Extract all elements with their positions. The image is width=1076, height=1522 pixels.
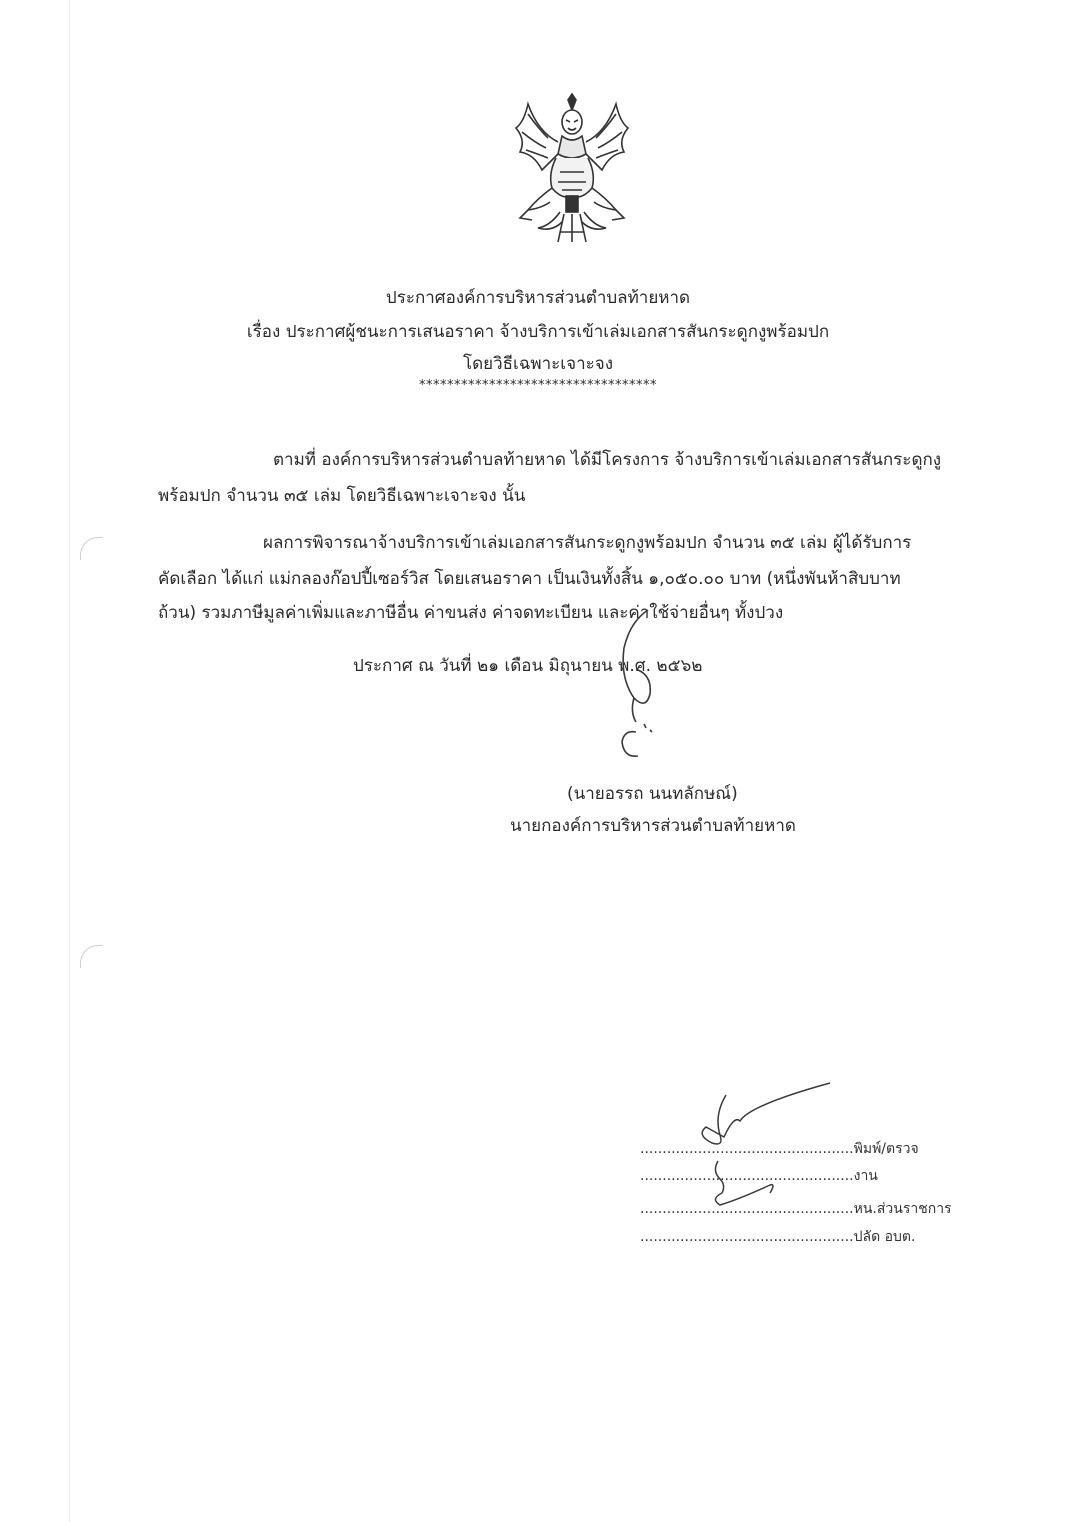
- paragraph-2-line-2: คัดเลือก ได้แก่ แม่กลองก๊อปปี้เซอร์วิส โดยเสนอราคา เป็นเงินทั้งสิ้น ๑,๐๕๐.๐๐ บาท (หนึ่งพันห้าสิบบาท: [158, 569, 901, 589]
- signoff-row: [640, 1226, 915, 1248]
- procurement-method: โดยวิธีเฉพาะเจาะจง: [462, 354, 614, 374]
- left-edge-line: [69, 0, 70, 1522]
- garuda-emblem: [498, 92, 646, 244]
- punch-hole-mark: [80, 537, 103, 560]
- announcement-title: ประกาศองค์การบริหารส่วนตำบลท้ายหาด: [385, 288, 691, 308]
- signoff-dots: ................................................: [640, 1141, 854, 1157]
- signatory-name: (นายอรรถ นนทลักษณ์): [567, 784, 738, 804]
- signoff-dots: ................................................: [640, 1168, 854, 1184]
- separator-line: **********************************: [419, 378, 657, 393]
- paragraph-2-line-1: ผลการพิจารณาจ้างบริการเข้าเล่มเอกสารสันกระดูกงูพร้อมปก จำนวน ๓๕ เล่ม ผู้ได้รับการ: [263, 533, 912, 553]
- signatory-position: นายกองค์การบริหารส่วนตำบลท้ายหาด: [510, 816, 796, 836]
- signoff-dots: ................................................: [640, 1201, 854, 1217]
- signoff-label: หน.ส่วนราชการ: [853, 1201, 952, 1217]
- signoff-label: งาน: [853, 1168, 878, 1184]
- signoff-dots: ................................................: [640, 1229, 854, 1245]
- announcement-subject: เรื่อง ประกาศผู้ชนะการเสนอราคา จ้างบริการเข้าเล่มเอกสารสันกระดูกงูพร้อมปก: [246, 322, 830, 342]
- paragraph-2-line-3: ถ้วน) รวมภาษีมูลค่าเพิ่มและภาษีอื่น ค่าขนส่ง ค่าจดทะเบียน และค่าใช้จ่ายอื่นๆ ทั้งปวง: [158, 603, 784, 623]
- punch-hole-mark: [80, 945, 103, 968]
- signoff-label: ปลัด อบต.: [853, 1229, 916, 1245]
- announcement-date: ประกาศ ณ วันที่ ๒๑ เดือน มิถุนายน พ.ศ. ๒๕๖๒: [353, 656, 703, 676]
- mayor-signature: [590, 600, 680, 770]
- initials-scribble: [680, 1075, 840, 1225]
- signoff-label: พิมพ์/ตรวจ: [853, 1141, 919, 1157]
- paragraph-1-line-2: พร้อมปก จำนวน ๓๕ เล่ม โดยวิธีเฉพาะเจาะจง นั้น: [158, 486, 526, 506]
- paragraph-1-line-1: ตามที่ องค์การบริหารส่วนตำบลท้ายหาด ได้มีโครงการ จ้างบริการเข้าเล่มเอกสารสันกระดูกงู: [273, 450, 942, 470]
